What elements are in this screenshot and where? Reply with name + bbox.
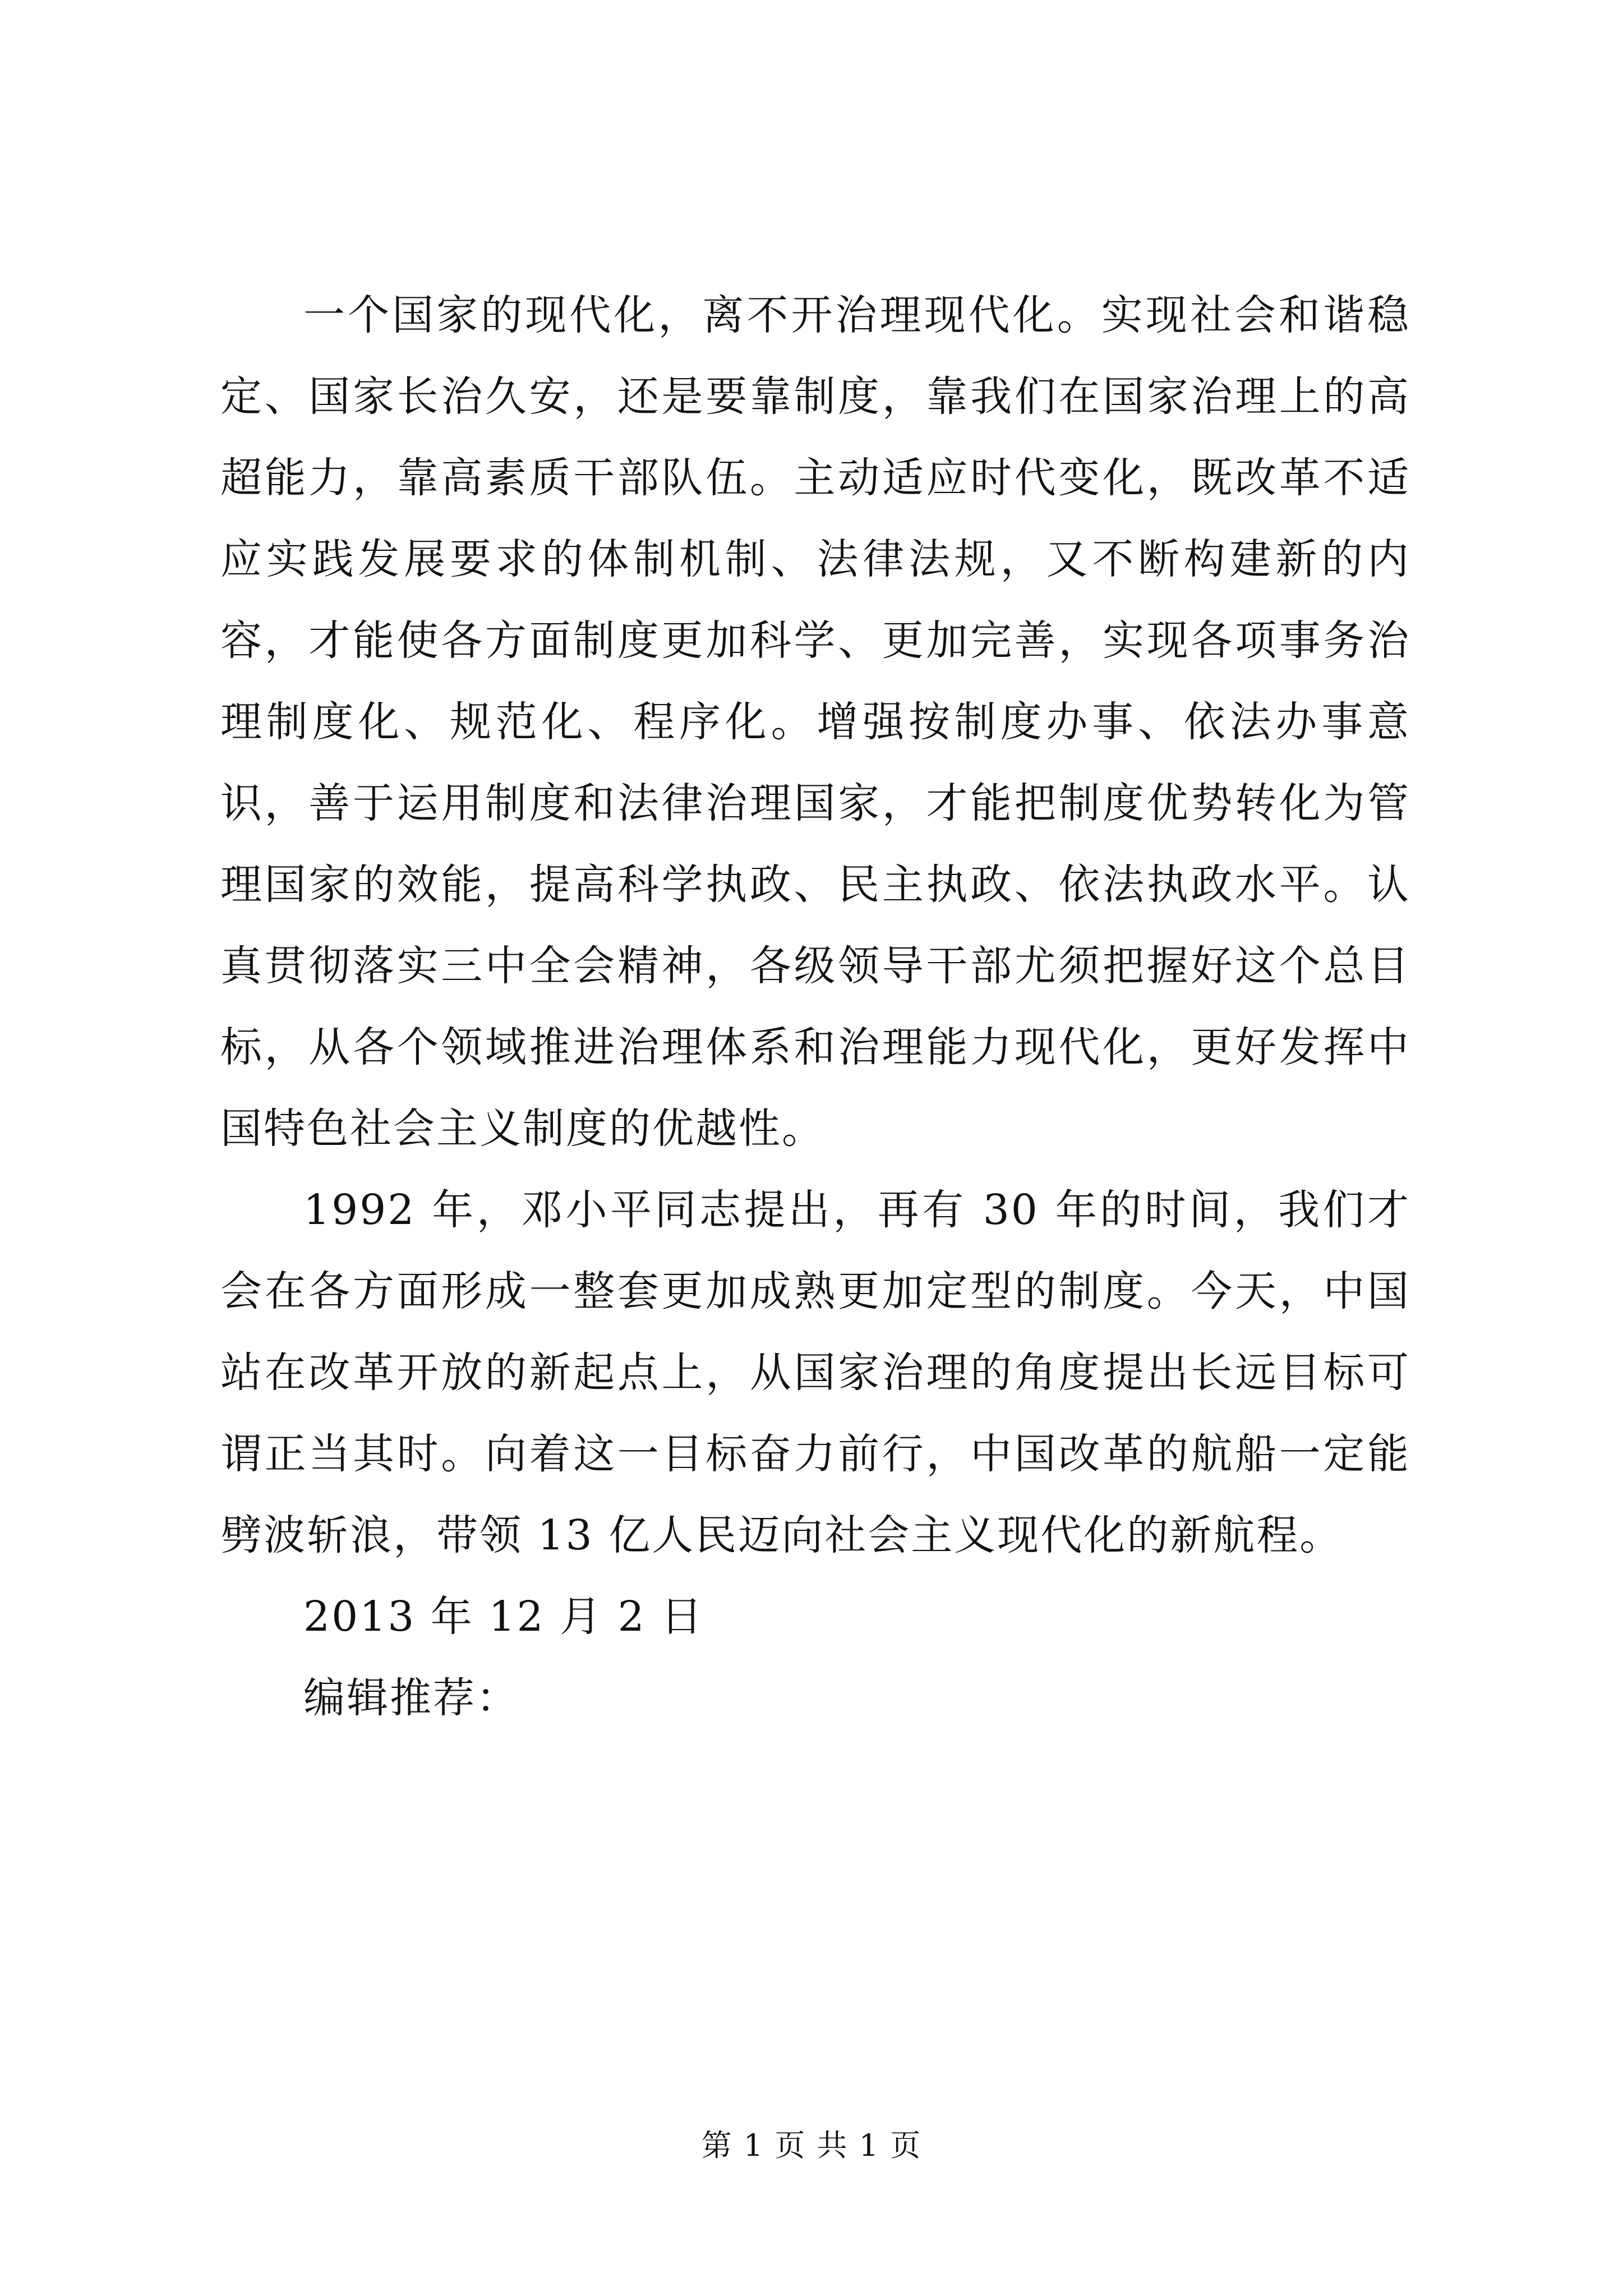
page-number-footer: 第 1 页 共 1 页 xyxy=(701,2128,922,2163)
editor-recommend-label: 编辑推荐： xyxy=(303,1674,519,1722)
document-body xyxy=(220,275,1410,1739)
paragraph-governance: 一个国家的现代化，离不开治理现代化。实现社会和谐稳定、国家长治久安，还是要靠制度，靠我们在国家治理上的高超能力，靠高素质干部队伍。主动适应时代变化，既改革不适应实践发展要求的体制机制、法律法规，又不断构建新的内容，才能使各方面制度更加科学、更加完善，实现各项事务治理制度化、规范化、程序化。增强按制度办事、依法办事意识，善于运用制度和法律治理国家，才能把制度优势转化为管理国家的效能，提高科学执政、民主执政、依法执政水平。认真贯彻落实三中全会精神，各级领导干部尤须把握好这个总目标，从各个领域推进治理体系和治理能力现代化，更好发挥中国特色社会主义制度的优越性。 xyxy=(220,291,1410,1153)
document-date: 2013 年 12 月 2 日 xyxy=(303,1593,704,1641)
paragraph-1992: 1992 年，邓小平同志提出，再有 30 年的时间，我们才会在各方面形成一整套更加成熟更加定型的制度。今天，中国站在改革开放的新起点上，从国家治理的角度提出长远目标可谓正当其时。向着这一目标奋力前行，中国改革的航船一定能劈波斩浪，带领 13 亿人民迈向社会主义现代化的新航程。 xyxy=(220,1186,1410,1559)
